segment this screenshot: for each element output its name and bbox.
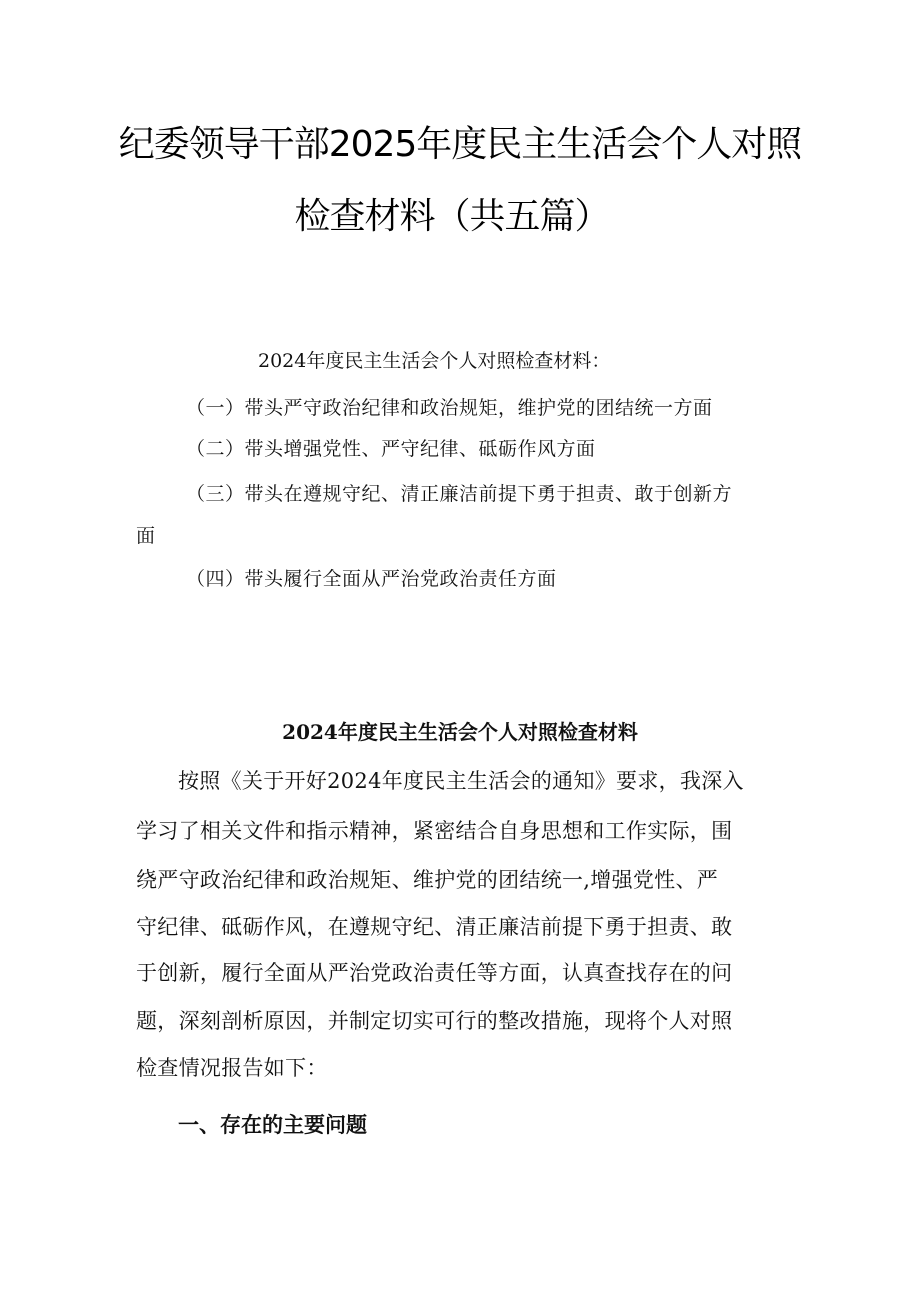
toc-item: （二）带头增强党性、严守纪律、砥砺作风方面 [186, 438, 596, 460]
document-title-line-2: 检查材料（共五篇） [294, 196, 610, 237]
paragraph-line: 按照《关于开好2024年度民主生活会的通知》要求，我深入 [178, 769, 744, 793]
paragraph-line: 检查情况报告如下： [136, 1056, 328, 1080]
toc-item: （一）带头严守政治纪律和政治规矩，维护党的团结统一方面 [186, 397, 713, 419]
toc-heading: 2024年度民主生活会个人对照检查材料： [258, 350, 611, 372]
sub-heading: 一、存在的主要问题 [178, 1112, 367, 1137]
toc-item: （三）带头在遵规守纪、清正廉洁前提下勇于担责、敢于创新方 [186, 483, 733, 505]
toc-item: （四）带头履行全面从严治党政治责任方面 [186, 568, 557, 590]
paragraph-line: 于创新，履行全面从严治党政治责任等方面，认真查找存在的问 [136, 961, 733, 985]
toc-item-continuation: 面 [136, 525, 156, 547]
document-title-line-1: 纪委领导干部2025年度民主生活会个人对照 [118, 124, 802, 165]
paragraph-line: 绕严守政治纪律和政治规矩、维护党的团结统一,增强党性、严 [136, 868, 719, 892]
paragraph-line: 题，深刻剖析原因，并制定切实可行的整改措施，现将个人对照 [136, 1009, 733, 1033]
section-title: 2024年度民主生活会个人对照检查材料 [282, 720, 638, 744]
paragraph-line: 守纪律、砥砺作风，在遵规守纪、清正廉洁前提下勇于担责、敢 [136, 915, 733, 939]
paragraph-line: 学习了相关文件和指示精神，紧密结合自身思想和工作实际，围 [136, 819, 733, 843]
